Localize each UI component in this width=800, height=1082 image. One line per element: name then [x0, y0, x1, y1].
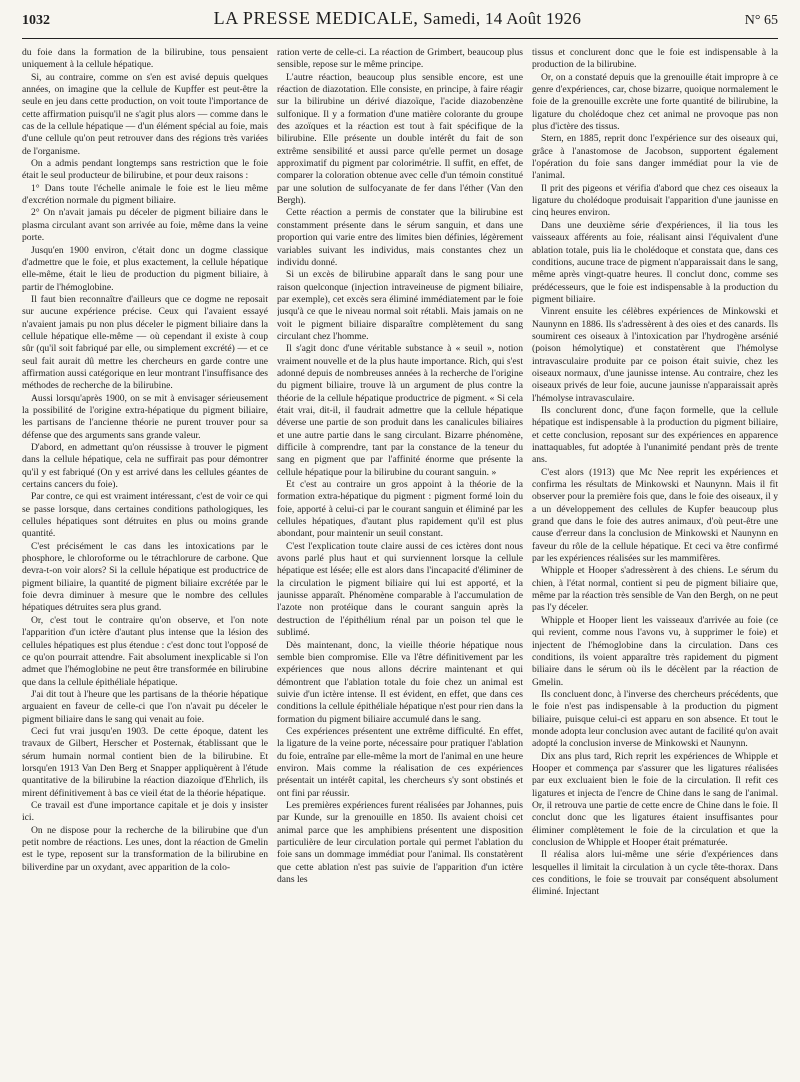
paragraph: Il réalisa alors lui-même une série d'expériences dans lesquelles il limitait la circulation à un cycle tête-thorax. Dans ces conditions, le foie se trouvait par conséquent absolument éliminé. Injectant — [532, 849, 778, 898]
paragraph: tissus et conclurent donc que le foie est indispensable à la production de la bilirubine. — [532, 47, 778, 71]
paragraph: Ils concluent donc, à l'inverse des chercheurs précédents, que le foie n'est pas indispensable à la production du pigment biliaire, puisque celui-ci est apparu en son absence. Et tout le monde adopta leur conclusion avec autant de facilité qu'on avait adopté la conclusion inverse de Minkowski et Naunynn. — [532, 688, 778, 750]
paragraph: C'est précisément le cas dans les intoxications par le phosphore, le chloroforme ou le tétrachlorure de carbone. Que devra-t-on voir alors? Si la cellule hépatique est productrice de pigment biliaire, la quantité de pigment biliaire excrétée par le foie devra diminuer à mesure que le nombre des cellules hépatiques détruites sera plus grand. — [22, 540, 268, 614]
paragraph: Il faut bien reconnaître d'ailleurs que ce dogme ne reposait sur aucune expérience précise. Ceux qui l'avaient essayé n'avaient jamais pu non plus déceler le pigment biliaire dans la cellule hépatique elle-même — où cependant il existe à coup sûr (qu'il soit fabriqué par elle, ou simplement excrété) — et ce seul fait aurait dû mettre les chercheurs en garde contre une affirmation aussi catégorique en leur montrant l'insuffisance des méthodes de recherche de la bilirubine. — [22, 293, 268, 392]
issue-date: Samedi, 14 Août 1926 — [423, 9, 582, 28]
paragraph: On a admis pendant longtemps sans restriction que le foie était le seul producteur de bilirubine, et pour deux raisons : — [22, 158, 268, 182]
paragraph: Si un excès de bilirubine apparaît dans le sang pour une raison quelconque (injection intraveineuse de pigment biliaire, par exemple), cet excès sera éliminé immédiatement par le foie jusqu'à ce que le niveau normal soit rétabli. Mais jamais on ne voit le pigment biliaire disparaître complètement du sang circulant chez l'homme. — [277, 269, 523, 342]
masthead — [214, 8, 582, 29]
paragraph: Si, au contraire, comme on s'en est avisé depuis quelques années, on imagine que la cellule de Kupffer est peut-être la seule en jeu dans cette production, on voit toute l'importance de cette affirmation puisqu'il ne s'agit plus alors — comme dans le cas de la cellule hépatique — d'un élément spécial au foie, mais d'une cellule qu'on peut retrouver dans des régions très variées de l'organisme. — [22, 71, 268, 157]
paragraph: ration verte de celle-ci. La réaction de Grimbert, beaucoup plus sensible, repose sur le même principe. — [277, 47, 523, 71]
paragraph: Dix ans plus tard, Rich reprit les expériences de Whipple et Hooper et commença par s'assurer que les ligatures réalisées par eux excluaient bien le foie de la circulation. Il refit ces ligatures et injecta de l'encre de Chine dans le sang de l'animal. Or, il retrouva une partie de cette encre de Chine dans le foie. Il conclut donc que les ligatures étaient insuffisantes pour éliminer complètement le foie de la circulation et que la conclusion de Whipple et Hooper était prématurée. — [532, 750, 778, 848]
paragraph: Vinrent ensuite les célèbres expériences de Minkowski et Naunynn en 1886. Ils s'adressèrent à des oies et des canards. Ils soumirent ces oiseaux à l'intoxication par l'hydrogène arsénié (poison hémolytique) et constatèrent que l'hémolyse intravasculaire produite par ce poison était suivie, chez les oiseaux normaux, d'une jaunisse intense. Au contraire, chez les oiseaux privés de leur foie, aucune jaunisse n'apparaissait après l'hémolyse intravasculaire. — [532, 306, 778, 404]
paragraph: Et c'est au contraire un gros appoint à la théorie de la formation extra-hépatique du pigment : pigment formé loin du foie, apporté à celui-ci par le courant sanguin et éliminé par les cellules hépatiques, d'autant plus rapidement qu'il est plus abondant, pour maintenir un seuil constant. — [277, 479, 523, 540]
paragraph: C'est alors (1913) que Mc Nee reprit les expériences et confirma les résultats de Minkowski et Naunynn. Mais il fit observer pour la première fois que, dans le foie des oiseaux, il y a un développement des cellules de Kupfer beaucoup plus grand que dans le foie des autres animaux, d'où peut-être une cause d'erreur dans la conclusion de Minkowski et Naunynn en faveur du rôle de la cellule hépatique. Et ceci va être confirmé par les expériences réalisées sur les mammifères. — [532, 466, 778, 565]
paragraph: Ces expériences présentent une extrême difficulté. En effet, la ligature de la veine porte, nécessaire pour pratiquer l'ablation du foie, entraîne par elle-même la mort de l'animal en une heure environ. Mais comme la réalisation de ces expériences présentait un intérêt capital, les chercheurs s'y sont obstinés et ont fini par réussir. — [277, 725, 523, 799]
article-body — [22, 47, 778, 1075]
text-column-3 — [532, 47, 778, 1075]
paragraph: Ce travail est d'une importance capitale et je dois y insister ici. — [22, 799, 268, 824]
paragraph: Dès maintenant, donc, la vieille théorie hépatique nous semble bien compromise. Elle va l'être définitivement par les expériences que nous allons décrire maintenant et qui démontrent que l'ablation totale du foie chez un animal est suivie d'un ictère intense. Il est évident, en effet, que dans ces conditions la cellule épithéliale hépatique n'est pour rien dans la formation du pigment biliaire accumulé dans le sang. — [277, 639, 523, 725]
paragraph: Cette réaction a permis de constater que la bilirubine est constamment présente dans le sérum sanguin, et dans une proportion qui varie entre des limites bien définies, légèrement variables suivant les individus, mais constantes chez un individu donné. — [277, 207, 523, 268]
journal-title: LA PRESSE MEDICALE, — [213, 8, 419, 28]
text-column-2 — [277, 47, 523, 1075]
paragraph: J'ai dit tout à l'heure que les partisans de la théorie hépatique arguaient en faveur de celle-ci que l'on n'avait pu déceler le pigment biliaire dans le sang qui venait au foie. — [22, 688, 268, 725]
paragraph: Jusqu'en 1900 environ, c'était donc un dogme classique d'admettre que le foie, et plus exactement, la cellule hépatique elle-même, était le lieu de production du pigment biliaire, à partir de l'hémoglobine. — [22, 244, 268, 293]
issue-number: N° 65 — [744, 13, 778, 28]
paragraph: Aussi lorsqu'après 1900, on se mit à envisager sérieusement la possibilité de l'origine extra-hépatique du pigment biliaire, les partisans de l'ancienne théorie ne purent trouver pour sa défense que des arguments sans grande valeur. — [22, 392, 268, 441]
paragraph: 2° On n'avait jamais pu déceler de pigment biliaire dans le plasma circulant avant son arrivée au foie, même dans la veine porte. — [22, 207, 268, 244]
paragraph: C'est l'explication toute claire aussi de ces ictères dont nous avons parlé plus haut et qui surviennent lorsque la cellule hépatique est lésée; elle est alors dans l'incapacité d'éliminer de la circulation le pigment biliaire qui lui est apporté, et la jaunisse apparaît. Phénomène comparable à l'accumulation de l'azote non protéique dans le courant sanguin après la destruction de l'épithélium rénal par un poison tel que le sublimé. — [277, 540, 523, 639]
paragraph: 1° Dans toute l'échelle animale le foie est le lieu même d'excrétion normale du pigment biliaire. — [22, 182, 268, 207]
paragraph: Il prit des pigeons et vérifia d'abord que chez ces oiseaux la ligature du cholédoque produisait l'apparition d'une jaunisse en cinq heures environ. — [532, 182, 778, 219]
paragraph: Par contre, ce qui est vraiment intéressant, c'est de voir ce qui se passe lorsque, dans certaines conditions pathologiques, les cellules hépatiques sont détruites en plus ou moins grande quantité. — [22, 491, 268, 540]
paragraph: Whipple et Hooper s'adressèrent à des chiens. Le sérum du chien, à l'état normal, contient si peu de pigment biliaire que, même par la réaction très sensible de Van den Bergh, on ne peut pas l'y déceler. — [532, 565, 778, 614]
paragraph: Whipple et Hooper lient les vaisseaux d'arrivée au foie (ce qui revient, comme nous l'avons vu, à supprimer le foie) et injectent de l'hémoglobine dans la circulation. Dans ces conditions, ils voient apparaître très rapidement du pigment biliaire dans le sérum où ils le décèlent par la réaction de Gmelin. — [532, 614, 778, 688]
paragraph: Il s'agit donc d'une véritable substance à « seuil », notion vraiment nouvelle et de la plus haute importance. Rich, qui s'est adonné depuis de nombreuses années à la recherche de l'origine du pigment biliaire, trouve là un argument de plus contre la théorie de la cellule hépatique productrice de pigment. « Si cela était vrai, dit-il, il faudrait admettre que la cellule hépatique déverse une partie de son produit dans les canalicules biliaires et une autre partie dans le sang circulant. Bizarre phénomène, difficile à comprendre, tant par la constance de la teneur du sang en pigment que par l'affinité énorme que présente la cellule hépatique pour la bilirubine du courant sanguin. » — [277, 343, 523, 478]
page-number: 1032 — [22, 13, 50, 28]
header-rule — [22, 38, 778, 39]
text-column-1 — [22, 47, 268, 1075]
paragraph: Les premières expériences furent réalisées par Johannes, puis par Kunde, sur la grenouille en 1850. Ils avaient choisi cet animal parce que les amphibiens présentent une disposition particulière de leur circulation portale qui permet l'ablation du foie sans un dommage immédiat pour l'animal. Ils constatèrent que cette ablation n'est pas suivie de l'apparition d'un ictère dans les — [277, 799, 523, 886]
paragraph: Ceci fut vrai jusqu'en 1903. De cette époque, datent les travaux de Gilbert, Herscher et Posternak, établissant que le sérum humain normal contient bien de la bilirubine. Et lorsqu'en 1913 Van Den Berg et Snapper appliquèrent à l'étude quantitative de la bilirubine la réaction diazoïque d'Ehrlich, ils mirent définitivement à bas ce vieil état de la théorie hépatique. — [22, 725, 268, 799]
paragraph: L'autre réaction, beaucoup plus sensible encore, est une réaction de diazotation. Elle consiste, en principe, à faire réagir sur la bilirubine un dérivé diazoïque, l'acide diazobenzène sulfonique. Il y a formation d'une matière colorante du groupe des azoïques et la réaction est tout à fait spécifique de la bilirubine. Elle présente un double intérêt du fait de son extrême sensibilité et aussi parce qu'elle permet un dosage approximatif du pigment par colorimétrie. Il suffit, en effet, de comparer la coloration obtenue avec celle d'un témoin constitué par une solution de sulfocyanate de fer dans l'éther (Van den Bergh). — [277, 71, 523, 207]
paragraph: D'abord, en admettant qu'on réussisse à trouver le pigment dans la cellule hépatique, cela ne suffirait pas pour démontrer qu'il y est fabriqué (On y est arrivé dans les cellules géantes de certains cancers du foie). — [22, 442, 268, 491]
paragraph: Stern, en 1885, reprit donc l'expérience sur des oiseaux qui, grâce à l'anastomose de Jacobson, supportent également l'opération du foie sans danger immédiat pour la vie de l'animal. — [532, 133, 778, 182]
page-header — [22, 8, 778, 36]
paragraph: Or, c'est tout le contraire qu'on observe, et l'on note l'apparition d'un ictère d'autant plus intense que la lésion des cellules hépatiques est plus étendue : c'est donc tout l'opposé de ce qu'on pourrait attendre. Fait absolument inexplicable si l'on admet que l'hémoglobine ne peut être transformée en bilirubine que dans la cellule épithéliale hépatique. — [22, 614, 268, 688]
paragraph: du foie dans la formation de la bilirubine, tous pensaient uniquement à la cellule hépatique. — [22, 47, 268, 71]
paragraph: On ne dispose pour la recherche de la bilirubine que d'un petit nombre de réactions. Les unes, dont la réaction de Gmelin est le type, reposent sur la transformation de la bilirubine en biliverdine par un oxydant, avec apparition de la colo- — [22, 824, 268, 873]
paragraph: Ils conclurent donc, d'une façon formelle, que la cellule hépatique est indispensable à la production du pigment biliaire, et cette conclusion, reposant sur des expériences en apparence inattaquables, fut adoptée à l'unanimité pendant près de trente ans. — [532, 404, 778, 466]
paragraph: Or, on a constaté depuis que la grenouille était impropre à ce genre d'expériences, car, chose bizarre, quoique normalement le foie de la grenouille excrète une forte quantité de bilirubine, la ligature du cholédoque chez cet animal ne provoque pas non plus d'ictère des tissus. — [532, 71, 778, 133]
paragraph: Dans une deuxième série d'expériences, il lia tous les vaisseaux afférents au foie, réalisant ainsi l'équivalent d'une ablation totale, puis lia le cholédoque et constata que, dans ces conditions, aucune trace de pigment n'apparaissait dans le sang, même après vingt-quatre heures. Il conclut donc, comme ses prédécesseurs, que le foie est indispensable à la production du pigment biliaire. — [532, 219, 778, 305]
